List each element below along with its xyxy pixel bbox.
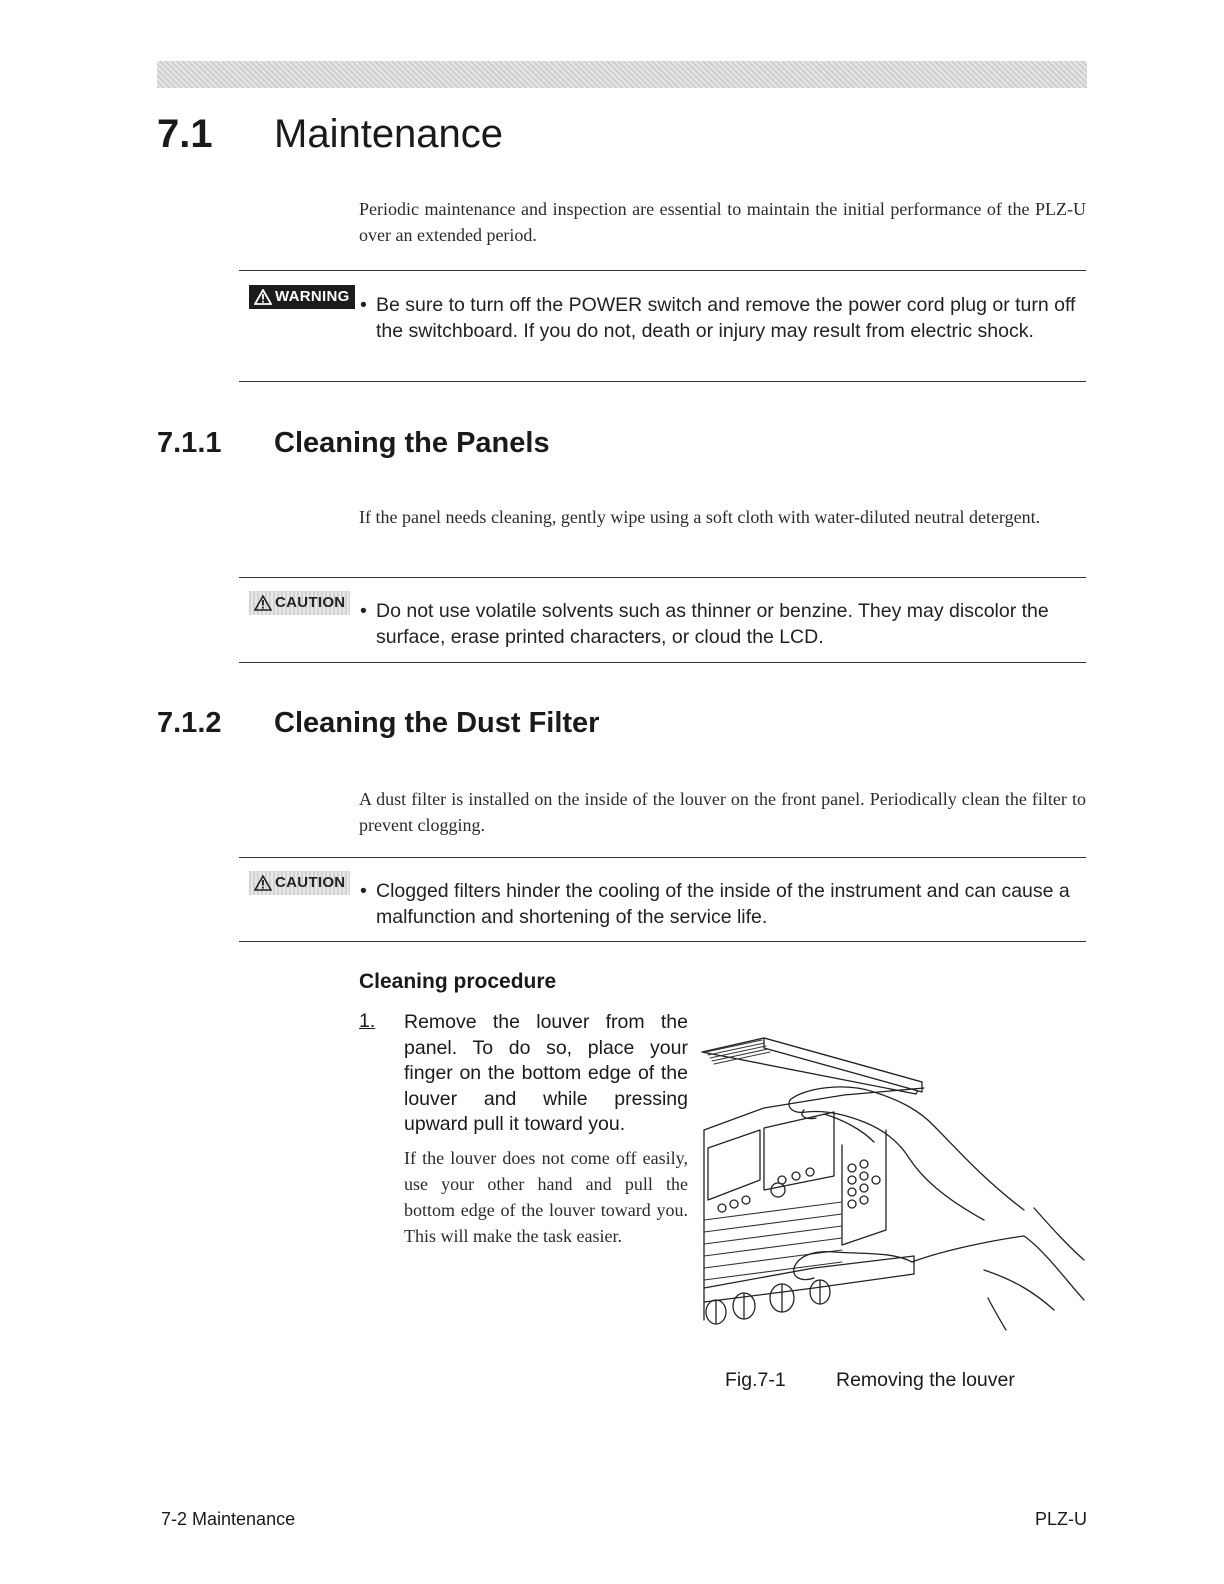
intro-paragraph: Periodic maintenance and inspection are essential to maintain the initial performance of the PLZ-U over an extended period. (359, 199, 1086, 245)
section-number: 7.1 (157, 112, 213, 156)
panels-section-number: 7.1.1 (157, 427, 222, 459)
caution-triangle-icon (254, 875, 272, 891)
panels-caution-body: Do not use volatile solvents such as thinner or benzine. They may discolor the surface, erase printed characters, or cloud the LCD. (376, 600, 1049, 648)
louver-removal-illustration (694, 1030, 1094, 1340)
filter-caution-text (360, 878, 1086, 930)
header-bar (157, 61, 1087, 88)
warning-label (249, 285, 355, 309)
rule (239, 941, 1086, 942)
panels-caution-text (360, 598, 1086, 650)
procedure-heading: Cleaning procedure (359, 970, 557, 993)
bullet: • (360, 600, 367, 622)
rule (239, 270, 1086, 271)
panels-section-title: Cleaning the Panels (274, 427, 550, 459)
footer-page-label: 7-2 Maintenance (161, 1509, 296, 1529)
step-note: If the louver does not come off easily, use your other hand and pull the bottom edge of the louver toward you. This will make the task easier. (404, 1148, 688, 1246)
warning-triangle-icon (254, 289, 272, 305)
rule (239, 577, 1086, 578)
caution-label (249, 591, 350, 615)
warning-body: Be sure to turn off the POWER switch and remove the power cord plug or turn off the switchboard. If you do not, death or injury may result from electric shock. (376, 294, 1076, 342)
warning-text (360, 292, 1086, 344)
warning-label-text: WARNING (275, 288, 350, 305)
filter-paragraph: A dust filter is installed on the inside of the louver on the front panel. Periodically clean the filter to prevent clogging. (359, 789, 1086, 835)
panels-paragraph: If the panel needs cleaning, gently wipe using a soft cloth with water-diluted neutral detergent. (359, 507, 1041, 527)
footer-model: PLZ-U (1034, 1509, 1087, 1529)
caution-label (249, 871, 350, 895)
rule (239, 857, 1086, 858)
figure-caption: Removing the louver (836, 1369, 1015, 1391)
caution-label-text: CAUTION (275, 594, 346, 611)
section-title: Maintenance (274, 112, 504, 156)
step-text: Remove the louver from the panel. To do so, place your finger on the bottom edge of the louver and while pressing upward pull it toward you. (404, 1011, 688, 1135)
bullet: • (360, 880, 367, 902)
filter-caution-body: Clogged filters hinder the cooling of the inside of the instrument and can cause a malfunction and shortening of the service life. (376, 880, 1070, 928)
figure-number: Fig.7-1 (725, 1369, 786, 1391)
step-number: 1. (359, 1010, 376, 1032)
rule (239, 381, 1086, 382)
filter-section-number: 7.1.2 (157, 707, 222, 739)
caution-triangle-icon (254, 595, 272, 611)
caution-label-text: CAUTION (275, 874, 346, 891)
filter-section-title: Cleaning the Dust Filter (274, 707, 600, 739)
rule (239, 662, 1086, 663)
bullet: • (360, 294, 367, 316)
